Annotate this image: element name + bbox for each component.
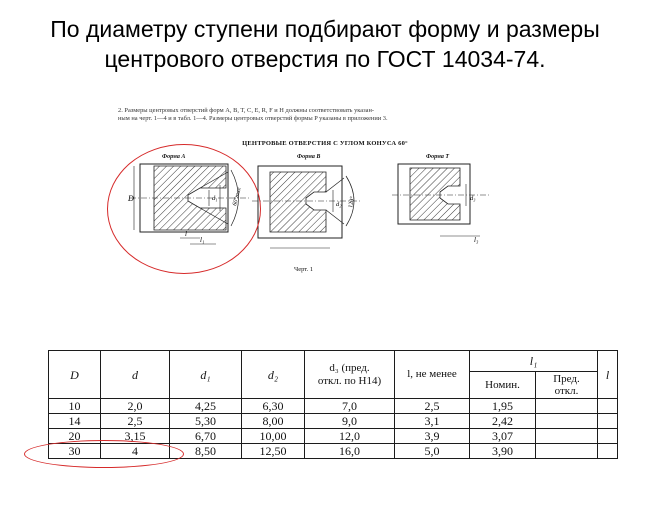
scan-note-line-2: ным на черт. 1—4 и в табл. 1—4. Размеры центровых отверстий формы P указаны в приложении 3. xyxy=(118,115,388,122)
cell xyxy=(598,429,618,444)
col-header-last: l xyxy=(598,351,618,399)
table-row xyxy=(49,399,618,414)
col-header-l1-tol xyxy=(536,372,598,399)
dim-d1-a: d₁ xyxy=(212,195,218,202)
cell: 4 xyxy=(101,444,170,459)
drawing-caption: Черт. 1 xyxy=(294,266,314,273)
cell: 8,00 xyxy=(242,414,305,429)
cell: 12,50 xyxy=(242,444,305,459)
cell: 12,0 xyxy=(305,429,395,444)
cell: 10 xyxy=(49,399,101,414)
cell: 9,0 xyxy=(305,414,395,429)
cell: 6,70 xyxy=(170,429,242,444)
form-t-label: Форма T xyxy=(426,154,450,160)
form-b-label: Форма B xyxy=(297,154,321,160)
slide-title-line-1: По диаметру ступени подбирают форму и размеры xyxy=(50,16,600,42)
cell: 20 xyxy=(49,429,101,444)
cell: 3,07 xyxy=(470,429,536,444)
dim-d3: d₃ xyxy=(470,195,476,202)
cell xyxy=(598,414,618,429)
cell: 5,30 xyxy=(170,414,242,429)
highlight-ellipse-row-20 xyxy=(24,440,184,468)
cell xyxy=(598,399,618,414)
cell: 6,30 xyxy=(242,399,305,414)
cell: 7,0 xyxy=(305,399,395,414)
table-row xyxy=(49,414,618,429)
slide-title-line-2: центрового отверстия по ГОСТ 14034-74. xyxy=(104,46,546,72)
cell: 2,42 xyxy=(470,414,536,429)
col-header-d3 xyxy=(305,351,395,399)
cell: 10,00 xyxy=(242,429,305,444)
cell: 3,1 xyxy=(395,414,470,429)
scan-note-line-1: 2. Размеры центровых отверстий форм A, B, T, C, E, R, F и H должны соответствовать указан- xyxy=(118,107,375,114)
cell: 4,25 xyxy=(170,399,242,414)
dim-l1: l₁ xyxy=(200,236,205,244)
cell xyxy=(598,444,618,459)
dim-angle120: 120° xyxy=(348,196,356,209)
cell xyxy=(536,444,598,459)
form-b-drawing xyxy=(252,166,360,248)
cell: 3,90 xyxy=(470,444,536,459)
dim-l3: l₃ xyxy=(474,236,479,244)
dim-d2: d₂ xyxy=(336,201,342,208)
cell xyxy=(536,399,598,414)
col-header-l1-tol-line-1: Пред. xyxy=(553,373,580,385)
cell: 1,95 xyxy=(470,399,536,414)
scan-heading: ЦЕНТРОВЫЕ ОТВЕРСТИЯ С УГЛОМ КОНУСА 60° xyxy=(242,140,408,147)
col-header-d3-line-1: d₃ (пред. xyxy=(329,361,370,374)
highlight-ellipse-form-a xyxy=(107,144,261,274)
cell: 30 xyxy=(49,444,101,459)
cell xyxy=(536,414,598,429)
col-header-d3-line-2: откл. по Н14) xyxy=(317,374,382,387)
col-header-l1-tol-line-2: откл. xyxy=(554,385,579,397)
cell: 8,50 xyxy=(170,444,242,459)
cell: 2,0 xyxy=(101,399,170,414)
col-header-d: d xyxy=(101,351,170,399)
cell: 5,0 xyxy=(395,444,470,459)
cell: 3,9 xyxy=(395,429,470,444)
cell: 14 xyxy=(49,414,101,429)
cell: 2,5 xyxy=(101,414,170,429)
cell: 16,0 xyxy=(305,444,395,459)
col-header-l: l, не менее xyxy=(395,351,470,399)
dim-D: D xyxy=(128,194,134,203)
col-header-d1: d₁ xyxy=(170,351,242,399)
cell xyxy=(536,429,598,444)
cell: 3,15 xyxy=(101,429,170,444)
dim-l: l xyxy=(185,230,187,238)
dim-angle60: 60°max xyxy=(232,187,243,207)
col-header-l1-nom: Номин. xyxy=(470,372,536,399)
col-header-l1: l₁ xyxy=(470,351,598,372)
col-header-d2: d₂ xyxy=(242,351,305,399)
cell: 2,5 xyxy=(395,399,470,414)
form-a-label: Форма A xyxy=(162,154,186,160)
col-header-D: D xyxy=(49,351,101,399)
